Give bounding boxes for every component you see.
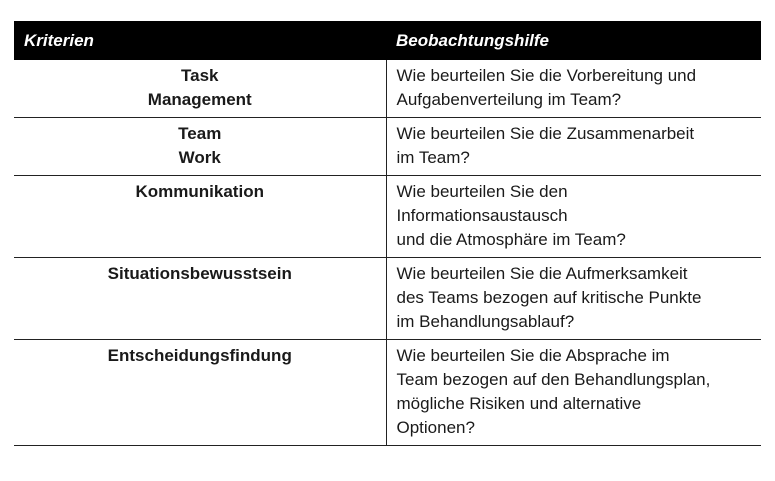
criterion-text: Management [147, 90, 252, 109]
table-row [14, 60, 761, 117]
help-text: Aufgabenverteilung im Team? [396, 90, 622, 109]
help-text: mögliche Risiken und alternative [396, 393, 642, 413]
criterion-text: Work [178, 147, 221, 167]
help-text: Wie beurteilen Sie den [396, 181, 568, 201]
help-text: des Teams bezogen auf kritische Punkte [396, 287, 702, 307]
help-text: Informationsaustausch [396, 205, 568, 225]
help-cell [386, 117, 761, 175]
criterion-cell [14, 339, 386, 445]
criterion-cell [14, 117, 386, 175]
help-text: im Behandlungsablauf? [396, 311, 575, 331]
table-row [14, 339, 761, 445]
help-text: Optionen? [396, 417, 475, 437]
criterion-cell [14, 257, 386, 339]
help-cell [386, 339, 761, 445]
table-row [14, 257, 761, 339]
help-text: Wie beurteilen Sie die Aufmerksamkeit [396, 263, 688, 283]
criterion-text: Situationsbewusstsein [107, 263, 292, 283]
criterion-text: Task [181, 66, 219, 85]
table-row [14, 117, 761, 175]
help-text: Wie beurteilen Sie die Vorbereitung und [396, 66, 697, 85]
criterion-text: Kommunikation [135, 181, 264, 201]
criterion-text: Entscheidungsfindung [107, 345, 292, 365]
help-text: Team bezogen auf den Behandlungsplan, [396, 369, 711, 389]
help-text: und die Atmosphäre im Team? [396, 229, 626, 249]
help-text: Wie beurteilen Sie die Zusammenarbeit [396, 123, 695, 143]
criterion-text: Team [178, 123, 222, 143]
help-text: Wie beurteilen Sie die Absprache im [396, 345, 670, 365]
table-row [14, 175, 761, 257]
help-text: im Team? [396, 147, 470, 167]
help-cell [386, 257, 761, 339]
header-beobachtungshilfe: Beobachtungshilfe [386, 21, 761, 60]
criterion-cell [14, 60, 386, 117]
header-kriterien: Kriterien [14, 21, 386, 60]
header-row [14, 21, 761, 60]
criterion-cell [14, 175, 386, 257]
criteria-table [14, 21, 761, 446]
help-cell [386, 60, 761, 117]
help-cell [386, 175, 761, 257]
